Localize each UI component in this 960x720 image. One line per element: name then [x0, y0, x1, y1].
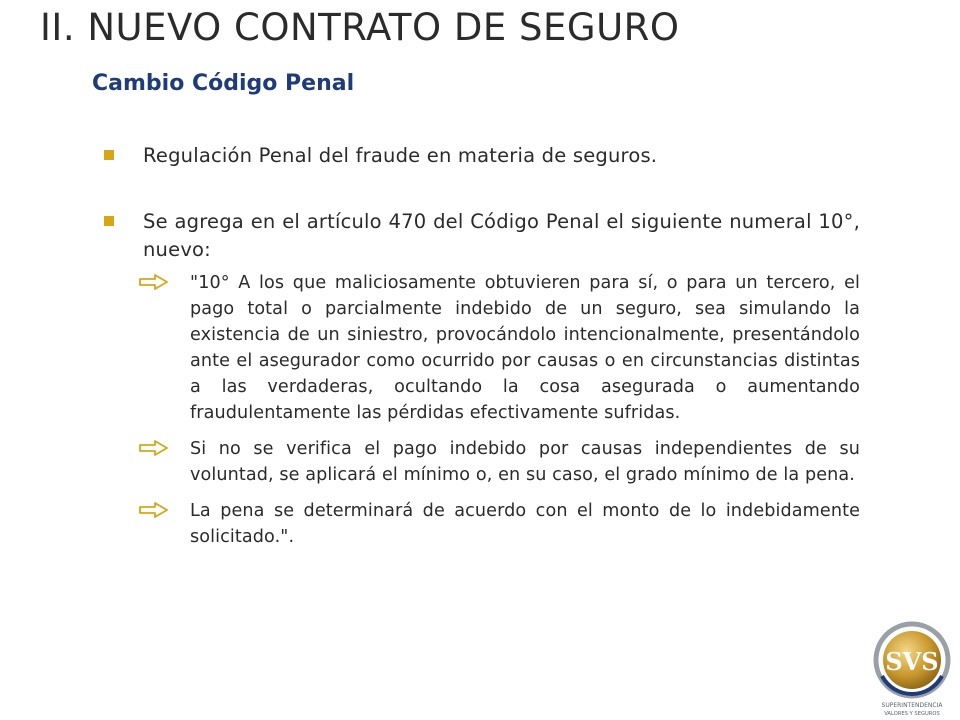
sub-bullet-text: "10° A los que maliciosamente obtuvieren para sí, o para un tercero, el pago total o parcialmente indebido de un seguro, sea simulando la existencia de un siniestro, provocándolo intencionalmente, presentándolo ante el asegurador como ocurrido por causas o en circunstancias distintas a las verdaderas, ocultando la cosa asegurada o aumentando fraudulentamente las pérdidas efectivamente sufridas. [190, 273, 860, 423]
arrow-right-icon [139, 502, 169, 518]
logo-caption-line2: VALORES Y SEGUROS [884, 711, 940, 717]
logo-caption-line1: SUPERINTENDENCIA [881, 702, 943, 709]
bullet-item [104, 208, 860, 264]
sub-bullet-item [104, 436, 860, 488]
bullet-item [104, 142, 860, 170]
arrow-right-icon [139, 274, 169, 290]
svs-logo [868, 618, 956, 718]
sub-bullet-text: Si no se verifica el pago indebido por causas independientes de su voluntad, se aplicará el mínimo o, en su caso, el grado mínimo de la pena. [190, 439, 860, 485]
sub-bullet-list [104, 270, 860, 550]
slide-title: II. NUEVO CONTRATO DE SEGURO [40, 6, 680, 49]
square-bullet-icon [104, 150, 114, 160]
bullet-list [104, 138, 860, 557]
bullet-text: Regulación Penal del fraude en materia de seguros. [143, 144, 658, 167]
sub-bullet-item [104, 270, 860, 426]
sub-bullet-item [104, 498, 860, 550]
square-bullet-icon [104, 216, 114, 226]
bullet-text: Se agrega en el artículo 470 del Código Penal el siguiente numeral 10°, nuevo: [143, 210, 860, 261]
slide-subtitle: Cambio Código Penal [92, 71, 355, 96]
logo-mark: SVS [885, 647, 939, 676]
arrow-right-icon [139, 440, 169, 456]
sub-bullet-text: La pena se determinará de acuerdo con el monto de lo indebidamente solicitado.". [190, 501, 860, 547]
